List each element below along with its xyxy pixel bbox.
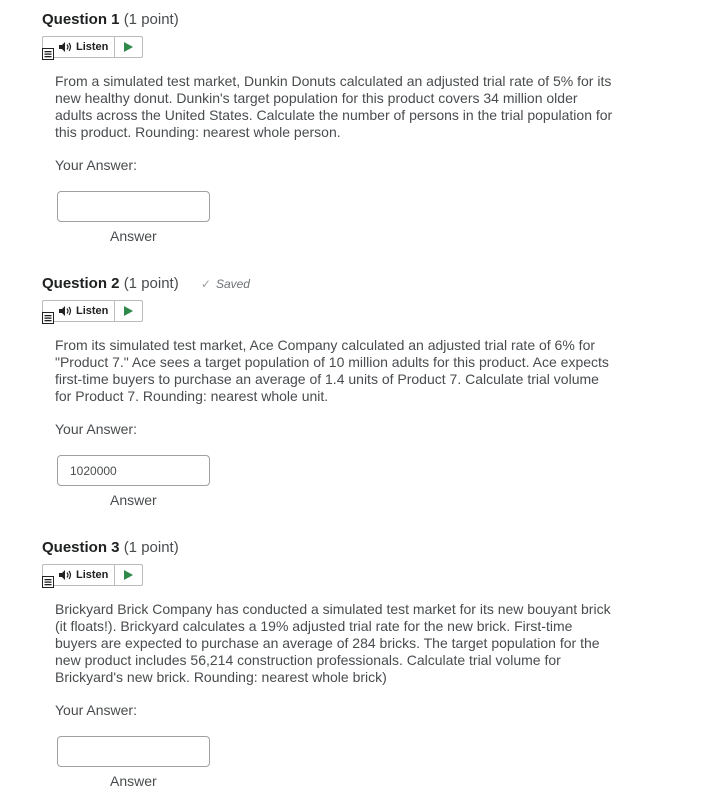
- answer-input-q3[interactable]: [57, 736, 210, 767]
- saved-label: Saved: [215, 277, 250, 291]
- play-icon: [124, 570, 133, 580]
- listen-label: Listen: [76, 41, 109, 53]
- answer-caption: Answer: [110, 492, 157, 508]
- question-title: Question 1: [42, 11, 120, 28]
- speaker-icon: [59, 42, 72, 52]
- listen-button[interactable]: [42, 564, 143, 586]
- play-icon: [124, 42, 133, 52]
- question-text: From a simulated test market, Dunkin Donuts calculated an adjusted trial rate of 5% for its new healthy donut. Dunkin's target population for this product covers 34 million older adults across the United States. Calculate the number of persons in the trial population for this product. Rounding: nearest whole person.: [55, 73, 613, 140]
- answer-caption: Answer: [110, 773, 157, 789]
- play-button[interactable]: [115, 301, 142, 321]
- listen-button[interactable]: [42, 36, 143, 58]
- document-icon: [42, 576, 54, 588]
- your-answer-label: Your Answer:: [55, 702, 137, 718]
- question-title: Question 2: [42, 275, 120, 292]
- question-3-title: [42, 539, 179, 556]
- listen-button[interactable]: [42, 300, 143, 322]
- answer-input-q1[interactable]: [57, 191, 210, 222]
- question-points: (1 point): [123, 275, 179, 292]
- play-button[interactable]: [115, 565, 142, 585]
- answer-input-q2[interactable]: [57, 455, 210, 486]
- answer-caption: Answer: [110, 228, 157, 244]
- play-button[interactable]: [115, 37, 142, 57]
- question-text: Brickyard Brick Company has conducted a simulated test market for its new bouyant brick (it floats!). Brickyard calculates a 19% adjusted trial rate for the new brick. First-time buyers are expected to purchase an average of 284 bricks. The target population for the new product includes 56,214 construction professionals. Calculate trial volume for Brickyard's new brick. Rounding: nearest whole brick): [55, 601, 611, 685]
- saved-status: [201, 277, 250, 291]
- question-points: (1 point): [123, 11, 179, 28]
- listen-label: Listen: [76, 305, 109, 317]
- question-points: (1 point): [123, 539, 179, 556]
- checkmark-icon: ✓: [200, 277, 211, 291]
- play-icon: [124, 306, 133, 316]
- question-2-title: [42, 275, 250, 292]
- question-text: From its simulated test market, Ace Company calculated an adjusted trial rate of 6% for "Product 7." Ace sees a target population of 10 million adults for this product. Ace expects first-time buyers to purchase an average of 1.4 units of Product 7. Calculate trial volume for Product 7. Rounding: nearest whole unit.: [55, 337, 609, 404]
- speaker-icon: [59, 570, 72, 580]
- your-answer-label: Your Answer:: [55, 421, 137, 437]
- listen-label: Listen: [76, 569, 109, 581]
- question-1-title: [42, 11, 179, 28]
- document-icon: [42, 312, 54, 324]
- speaker-icon: [59, 306, 72, 316]
- question-title: Question 3: [42, 539, 120, 556]
- document-icon: [42, 48, 54, 60]
- your-answer-label: Your Answer:: [55, 157, 137, 173]
